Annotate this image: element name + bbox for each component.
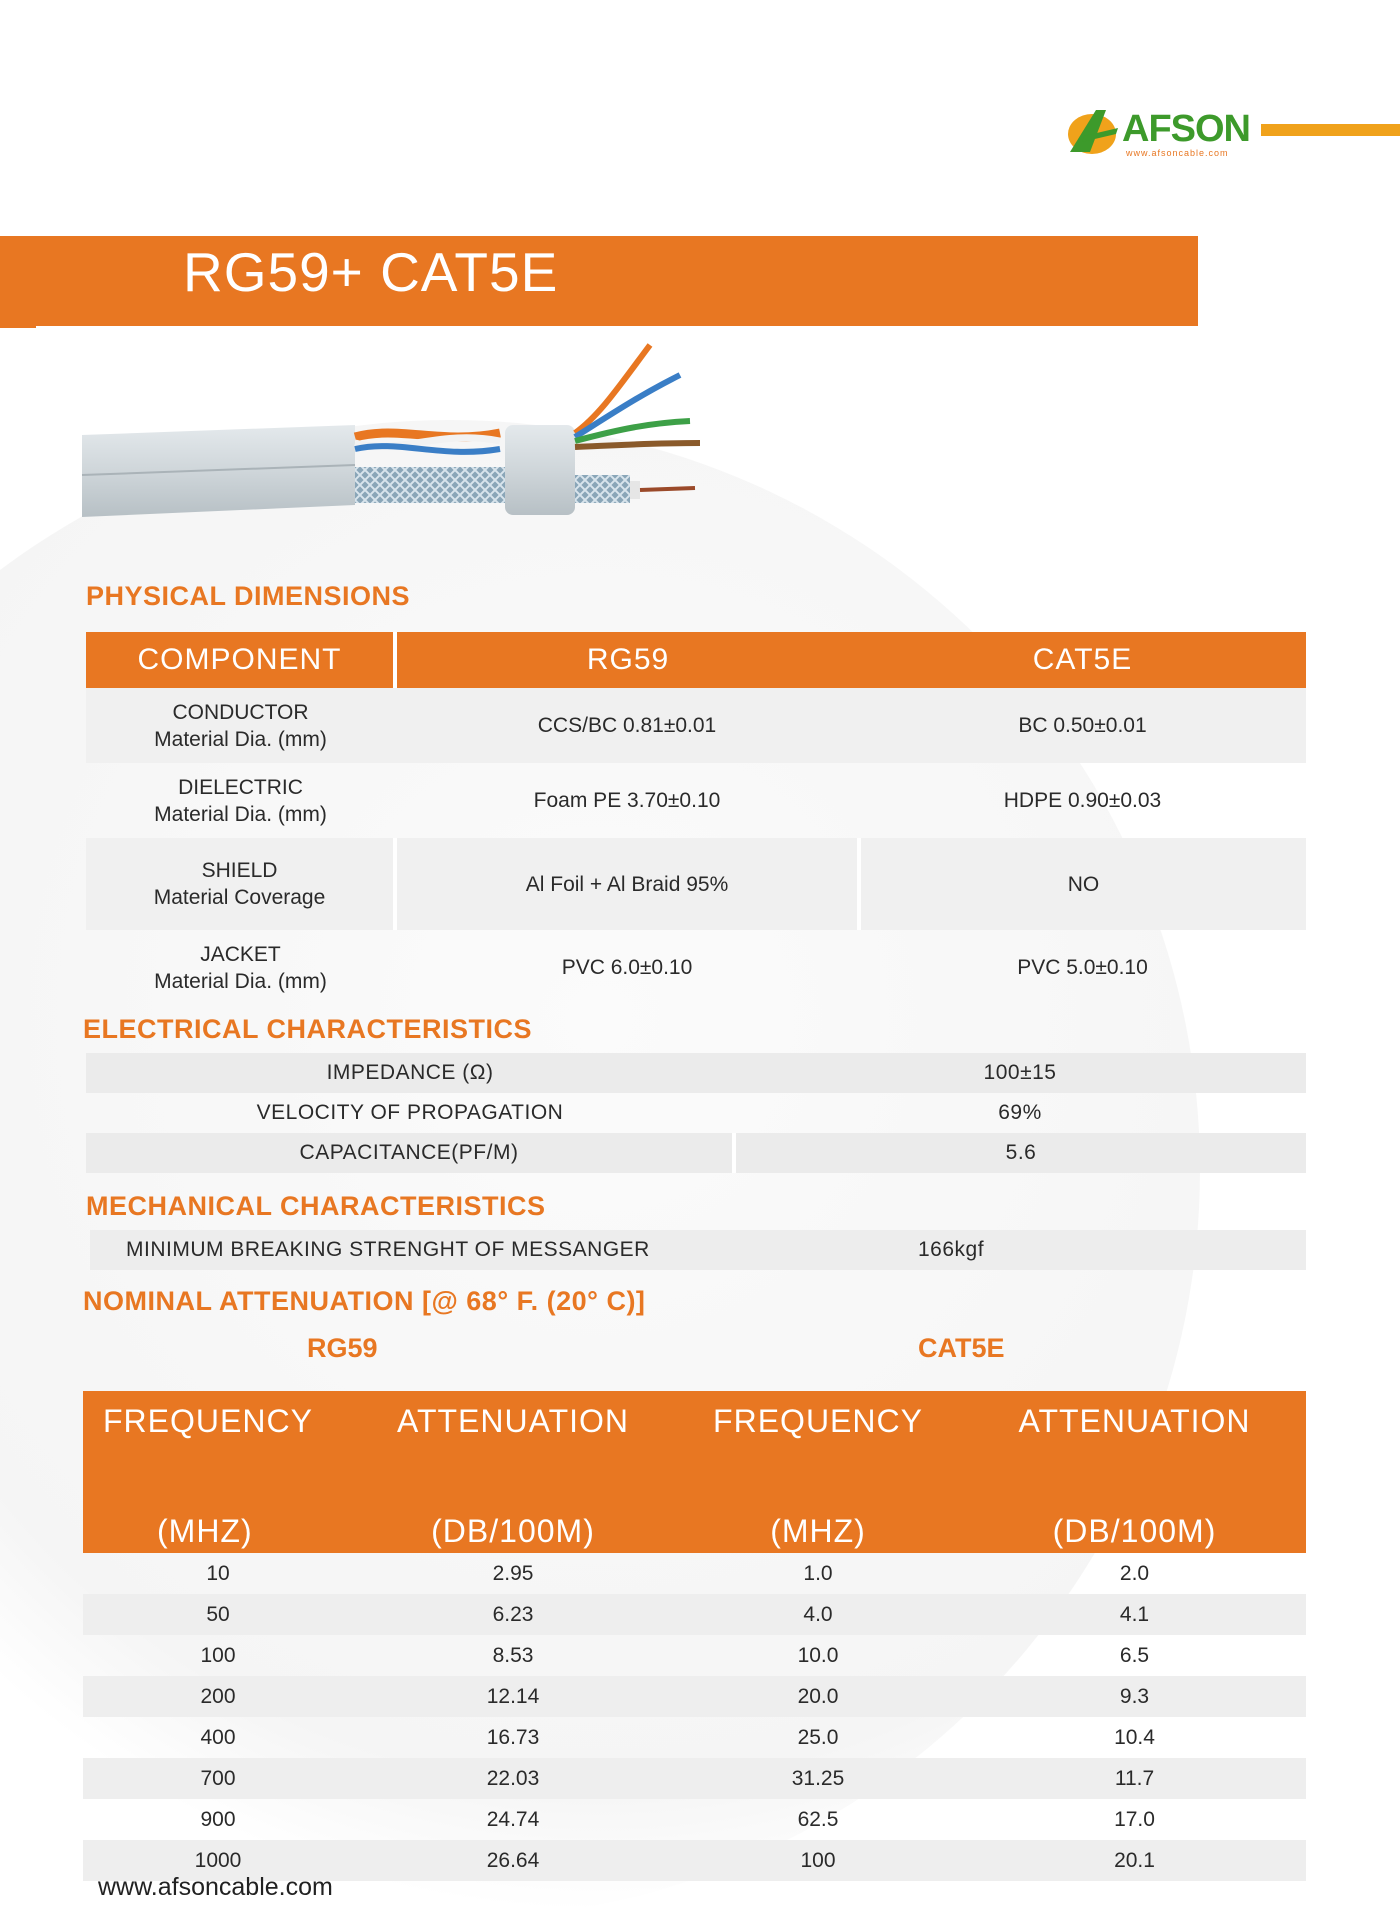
table-row — [86, 838, 1306, 930]
rg59-frequency-cell: 900 — [200, 1807, 236, 1831]
cat5e-attenuation-cell: 11.7 — [963, 1758, 1306, 1799]
table-header-row — [83, 1391, 1306, 1553]
cat5e-attenuation-cell: 10.4 — [1114, 1725, 1155, 1749]
electrical-table — [86, 1053, 1306, 1173]
table-row — [86, 930, 1306, 1005]
cat5e-attenuation-cell: 2.0 — [1119, 1561, 1150, 1585]
rg59-cell: Foam PE 3.70±0.10 — [533, 789, 721, 812]
table-row — [83, 1676, 1306, 1717]
header-top: ATTENUATION — [396, 1403, 630, 1439]
brand-name: AFSON — [1122, 108, 1250, 150]
page-title: RG59+ CAT5E — [183, 241, 559, 303]
rg59-frequency-cell: 400 — [200, 1725, 236, 1749]
cat5e-attenuation-cell: 9.3 — [963, 1676, 1306, 1717]
table-row — [86, 1133, 1306, 1173]
footer-url: www.afsoncable.com — [98, 1873, 333, 1901]
mechanical-table — [90, 1230, 1306, 1270]
header-rg59: RG59 — [395, 632, 859, 688]
rg59-attenuation-cell: 8.53 — [492, 1643, 534, 1667]
header-top: ATTENUATION — [1018, 1403, 1251, 1439]
brand-logo — [1066, 104, 1250, 164]
header-bottom: (MHZ) — [157, 1513, 253, 1549]
header-bottom: (DB/100M) — [1052, 1513, 1217, 1549]
component-sub: Material Dia. (mm) — [154, 969, 327, 993]
cat5e-frequency-cell: 1.0 — [803, 1561, 833, 1585]
component-cell — [86, 688, 395, 763]
cat5e-attenuation-cell: 17.0 — [1114, 1807, 1155, 1831]
cat5e-cell: BC 0.50±0.01 — [859, 688, 1306, 763]
attenuation-table — [83, 1391, 1306, 1881]
table-row — [86, 1053, 1306, 1093]
component-sub: Material Dia. (mm) — [154, 727, 327, 751]
rg59-frequency-cell: 10 — [206, 1561, 230, 1585]
table-row — [83, 1799, 1306, 1840]
table-row — [86, 763, 1306, 838]
table-row — [86, 688, 1306, 763]
mechanical-characteristics-heading: MECHANICAL CHARACTERISTICS — [86, 1191, 546, 1221]
cat5e-attenuation-cell: 4.1 — [963, 1594, 1306, 1635]
component-sub: Material Dia. (mm) — [154, 802, 327, 826]
header-attenuation-cat5e — [963, 1391, 1306, 1553]
table-header-row — [86, 632, 1306, 688]
rg59-cell: Al Foil + Al Braid 95% — [395, 838, 859, 930]
electrical-label: VELOCITY OF PROPAGATION — [256, 1101, 564, 1124]
rg59-frequency-cell: 700 — [83, 1758, 353, 1799]
cat5e-frequency-cell: 4.0 — [673, 1594, 963, 1635]
title-banner-tick — [0, 324, 36, 328]
cable-illustration — [80, 325, 760, 525]
logo-accent-bar — [1261, 124, 1400, 136]
physical-dimensions-table — [86, 632, 1306, 1005]
component-cell — [86, 763, 395, 838]
electrical-label: CAPACITANCE(PF/M) — [86, 1133, 734, 1173]
rg59-attenuation-cell: 12.14 — [353, 1676, 673, 1717]
component-cell — [86, 930, 395, 1005]
component-name: SHIELD — [201, 859, 278, 882]
electrical-label: IMPEDANCE (Ω) — [86, 1053, 734, 1093]
header-cat5e: CAT5E — [859, 632, 1306, 688]
electrical-characteristics-heading: ELECTRICAL CHARACTERISTICS — [83, 1014, 533, 1044]
header-attenuation-rg59 — [353, 1391, 673, 1553]
table-row — [86, 1093, 1306, 1133]
cat5e-frequency-cell: 25.0 — [797, 1725, 839, 1749]
electrical-value: 100±15 — [734, 1053, 1306, 1093]
afson-logo-icon — [1066, 106, 1124, 158]
rg59-attenuation-cell: 16.73 — [486, 1725, 540, 1749]
attenuation-body — [83, 1553, 1306, 1881]
rg59-attenuation-cell: 2.95 — [492, 1561, 534, 1585]
electrical-value: 5.6 — [734, 1133, 1306, 1173]
rg59-attenuation-cell: 22.03 — [353, 1758, 673, 1799]
brand-url: www.afsoncable.com — [1126, 148, 1229, 158]
cat5e-attenuation-cell: 6.5 — [1119, 1643, 1150, 1667]
header-component: COMPONENT — [86, 632, 395, 688]
header-frequency-cat5e — [673, 1391, 963, 1553]
physical-dimensions-heading: PHYSICAL DIMENSIONS — [86, 581, 411, 611]
rg59-cell: PVC 6.0±0.10 — [561, 956, 693, 979]
cat5e-cell: NO — [859, 838, 1306, 930]
table-row — [83, 1553, 1306, 1594]
header-top: FREQUENCY — [103, 1403, 313, 1439]
rg59-cell: CCS/BC 0.81±0.01 — [395, 688, 859, 763]
cat5e-frequency-cell: 62.5 — [797, 1807, 839, 1831]
component-sub: Material Coverage — [153, 886, 326, 909]
rg59-attenuation-cell: 26.64 — [353, 1840, 673, 1881]
title-banner — [0, 236, 1198, 326]
cat5e-frequency-cell: 10.0 — [797, 1643, 839, 1667]
cat5e-frequency-cell: 31.25 — [673, 1758, 963, 1799]
rg59-attenuation-cell: 6.23 — [353, 1594, 673, 1635]
cat5e-attenuation-cell: 20.1 — [963, 1840, 1306, 1881]
component-cell — [86, 838, 395, 930]
component-name: DIELECTRIC — [178, 775, 303, 799]
mechanical-label: MINIMUM BREAKING STRENGHT OF MESSANGER — [90, 1230, 917, 1270]
nominal-attenuation-heading: NOMINAL ATTENUATION [@ 68° F. (20° C)] — [83, 1286, 646, 1316]
header-top: FREQUENCY — [713, 1403, 923, 1439]
cat5e-cell: PVC 5.0±0.10 — [1017, 956, 1148, 979]
rg59-frequency-cell: 50 — [83, 1594, 353, 1635]
rg59-attenuation-cell: 24.74 — [486, 1807, 540, 1831]
electrical-value: 69% — [998, 1101, 1042, 1124]
rg59-frequency-cell: 200 — [83, 1676, 353, 1717]
header-bottom: (DB/100M) — [431, 1513, 595, 1549]
table-row — [83, 1758, 1306, 1799]
cat5e-frequency-cell: 20.0 — [673, 1676, 963, 1717]
rg59-frequency-cell: 1000 — [83, 1840, 353, 1881]
table-row — [83, 1717, 1306, 1758]
rg59-frequency-cell: 100 — [200, 1643, 236, 1667]
table-row — [83, 1635, 1306, 1676]
attenuation-group-rg59: RG59 — [307, 1333, 378, 1363]
table-row — [90, 1230, 1306, 1270]
mechanical-value: 166kgf — [917, 1230, 1306, 1270]
attenuation-group-cat5e: CAT5E — [918, 1333, 1005, 1363]
component-name: JACKET — [200, 942, 281, 966]
cat5e-frequency-cell: 100 — [673, 1840, 963, 1881]
header-bottom: (MHZ) — [770, 1513, 866, 1549]
header-frequency-rg59 — [83, 1391, 353, 1553]
table-row — [83, 1594, 1306, 1635]
cat5e-cell: HDPE 0.90±0.03 — [1003, 789, 1162, 812]
component-name: CONDUCTOR — [172, 700, 309, 724]
